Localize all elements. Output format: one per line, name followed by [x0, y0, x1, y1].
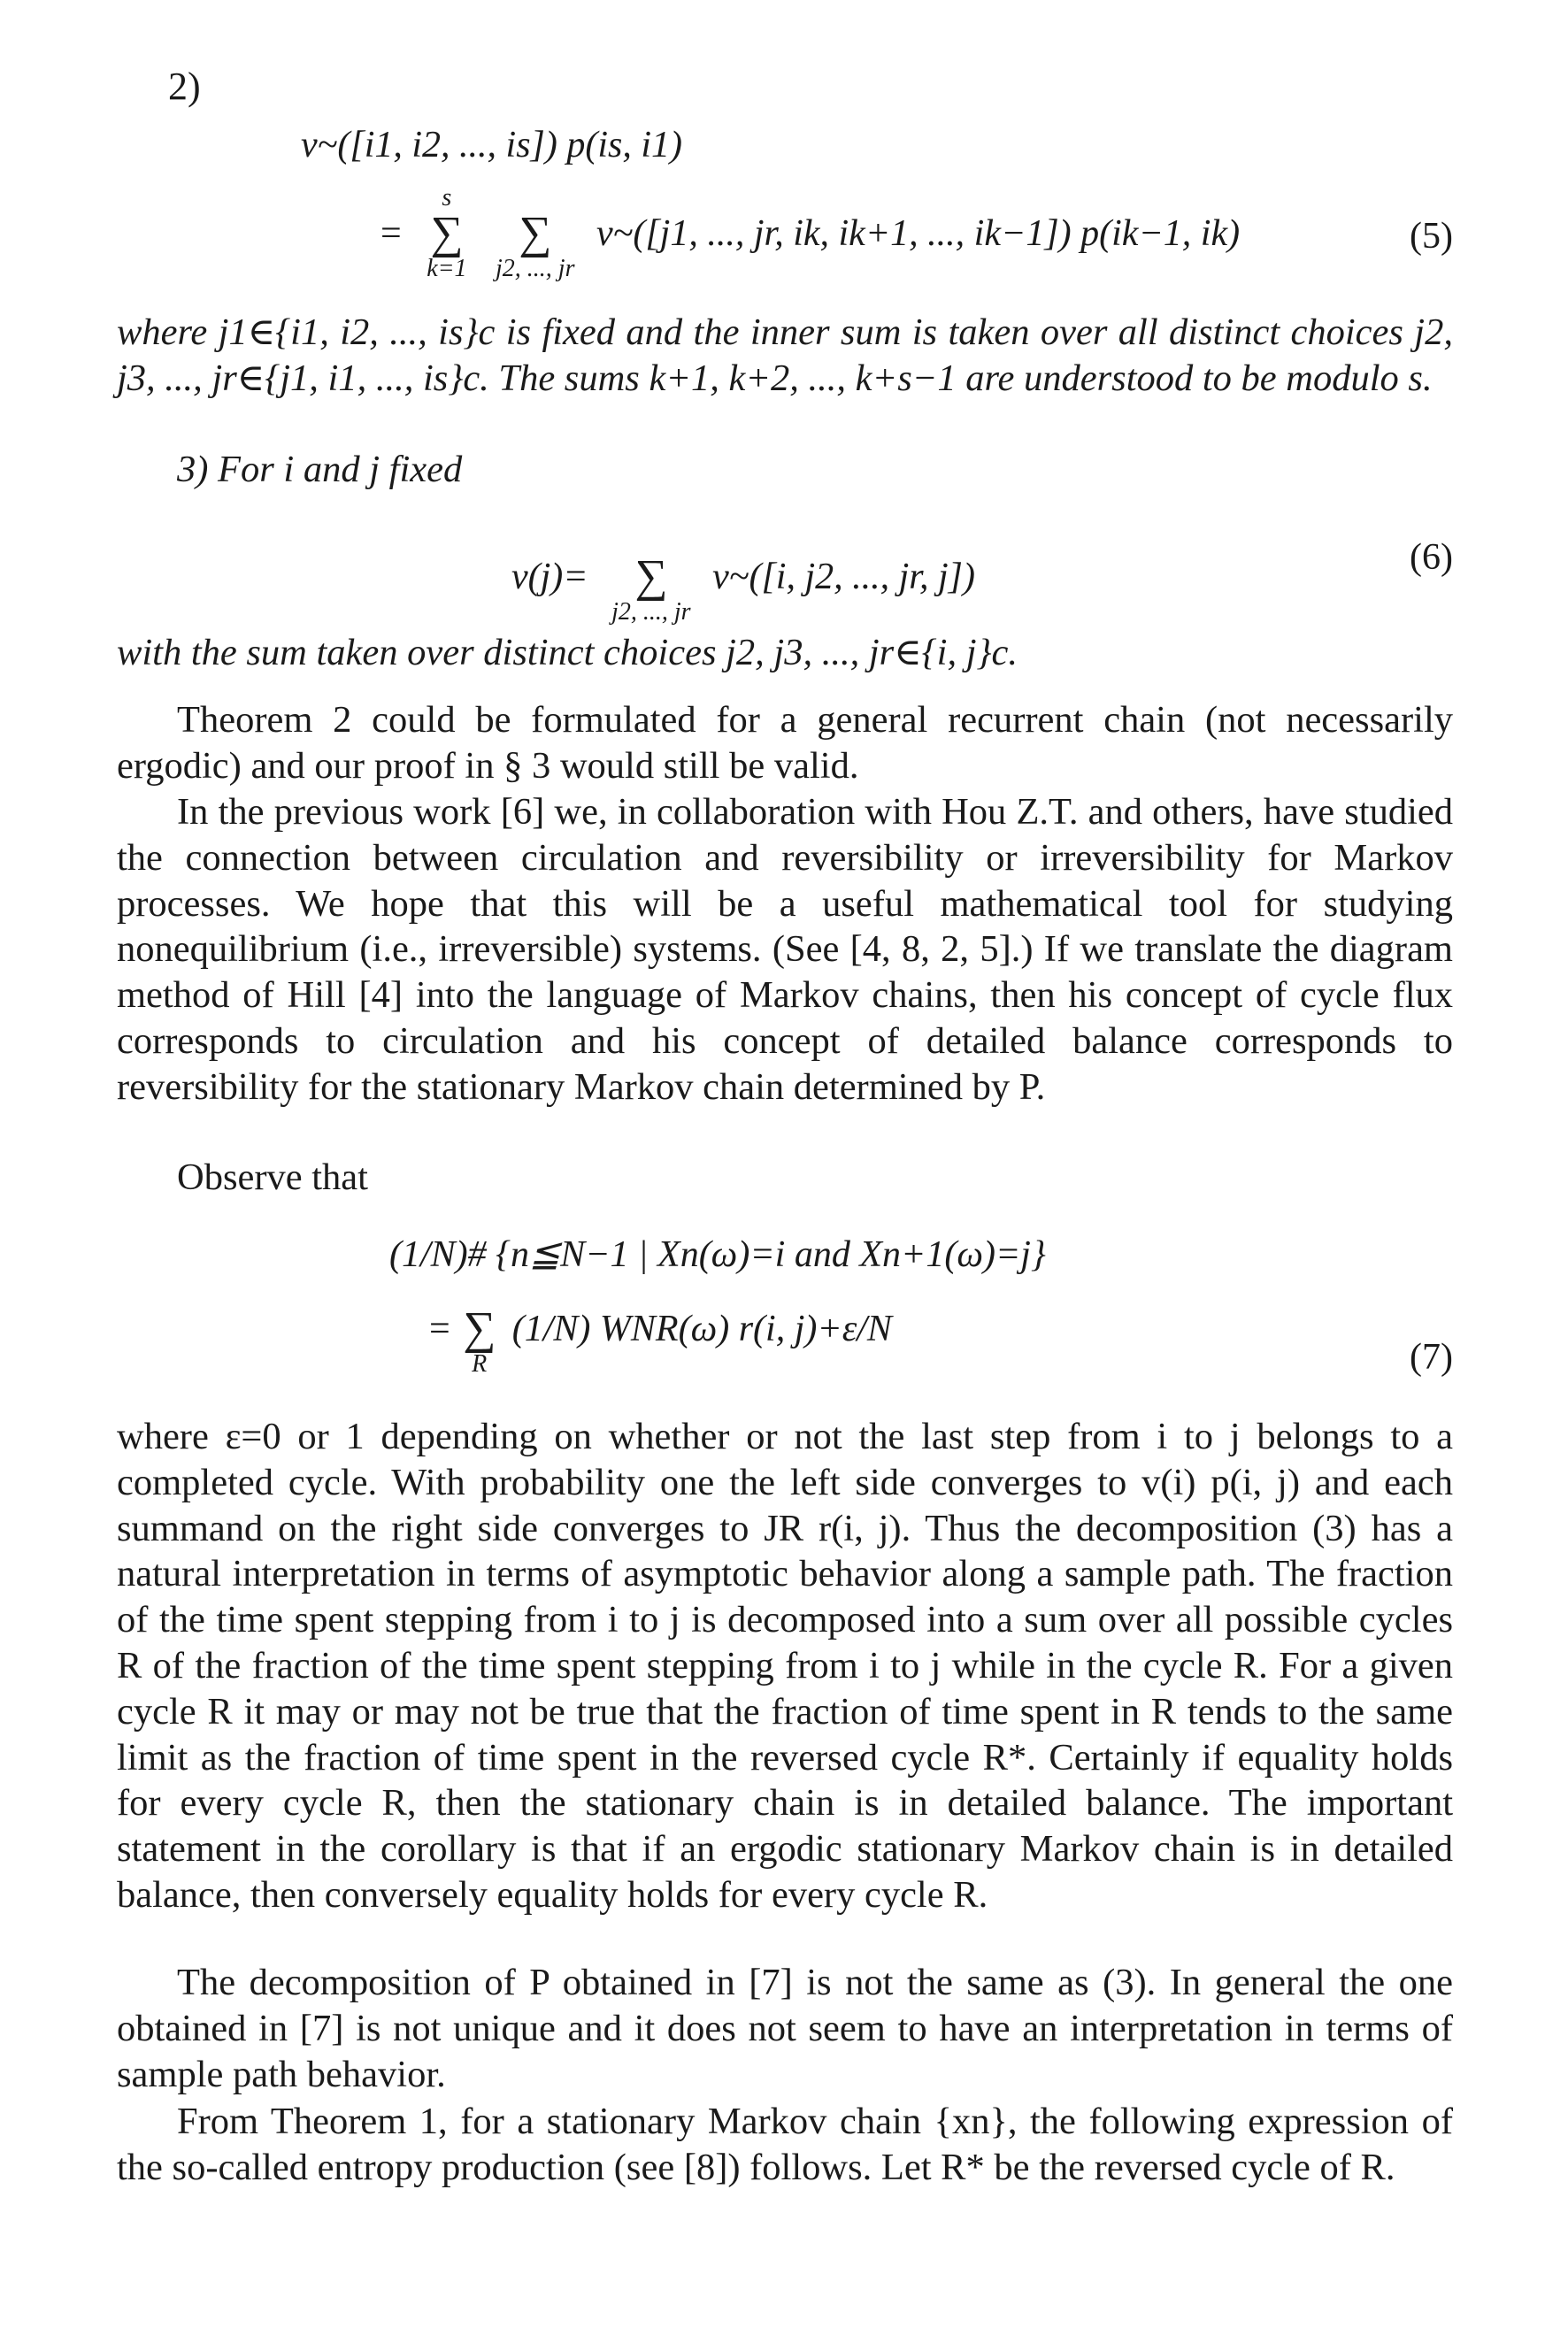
equation-5-body: v~([j1, ..., jr, ik, ik+1, ..., ik−1]) p(ik−1, ik) [596, 213, 1241, 254]
equation-7-equals: = [429, 1309, 450, 1349]
paragraph-entropy: From Theorem 1, for a stationary Markov chain {xn}, the following expression of the so-called entropy production (see [8]) follows. Let R* be the reversed cycle of R. [117, 2101, 1453, 2188]
item-2-label: 2) [168, 65, 201, 108]
equation-7-sum-lower: R [472, 1350, 488, 1378]
with-clause-6: with the sum taken over distinct choices j2, j3, ..., jr∈{i, j}c. [117, 632, 1018, 673]
outer-sum-lower: k=1 [427, 255, 467, 282]
outer-sum-upper: s [442, 184, 452, 211]
sigma-symbol: ∑ [463, 1303, 496, 1354]
equation-5-lhs: v~([i1, i2, ..., is]) p(is, i1) [301, 125, 683, 165]
paragraph-epsilon: where ε=0 or 1 depending on whether or not the last step from i to j belongs to a completed cycle. With probability one the left side converges to v(i) p(i, j) and each summand on the right side converges to JR r(i, j). Thus the decomposition (3) has a natural interpretation in terms of asymptotic behavior along a sample path. The fraction of the time spent stepping from i to j is decomposed into a sum over all possible cycles R of the fraction of the time spent stepping from i to j while in the cycle R. For a given cycle R it may or may not be true that the fraction of time spent in R tends to the same limit as the fraction of time spent in the reversed cycle R*. Certainly if equality holds for every cycle R, then the stationary chain is in detailed balance. The important statement in the corollary is that if an ergodic stationary Markov chain is in detailed balance, then conversely equality holds for every cycle R. [117, 1416, 1453, 1916]
inner-sum-lower: j2, ..., jr [496, 255, 575, 282]
sigma-symbol: ∑ [519, 208, 552, 258]
equation-6-number: (6) [1410, 537, 1453, 578]
sigma-symbol: ∑ [634, 551, 668, 602]
paragraph-decomposition: The decomposition of P obtained in [7] is not the same as (3). In general the one obtained in [7] is not unique and it does not seem to have an interpretation in terms of sample path behavior. [117, 1962, 1453, 2095]
paragraph-observe: Observe that [177, 1156, 368, 1198]
equation-5-line-2 [380, 186, 1240, 281]
paragraph-previous-work: In the previous work [6] we, in collaboration with Hou Z.T. and others, have studied the connection between circulation and reversibility or irreversibility for Markov processes. We hope that this will be a useful mathematical tool for studying nonequilibrium (i.e., irreversible) systems. (See [4, 8, 2, 5].) If we translate the diagram method of Hill [4] into the language of Markov chains, then his concept of cycle flux corresponds to circulation and his concept of detailed balance corresponds to reversibility for the stationary Markov chain determined by P. [117, 791, 1453, 1108]
item-3-label: 3) For i and j fixed [177, 449, 463, 490]
equation-5-line-1 [301, 124, 682, 166]
equation-7-sum [463, 1281, 496, 1377]
equation-7-line-1 [389, 1232, 1046, 1276]
where-clause-5: where j1∈{i1, i2, ..., is}c is fixed and the inner sum is taken over all distinct choices j2, j3, ..., jr∈{j1, i1, ..., is}c. The sums k+1, k+2, ..., k+s−1 are understood to be modulo s. [117, 311, 1453, 399]
sigma-symbol: ∑ [430, 208, 464, 258]
equation-6-body: v~([i, j2, ..., jr, j]) [712, 557, 975, 597]
equation-7-body: (1/N) WNR(ω) r(i, j)+ε/N [511, 1309, 892, 1349]
equation-5-number: (5) [1410, 216, 1453, 257]
paragraph-theorem-2: Theorem 2 could be formulated for a general recurrent chain (not necessarily ergodic) and our proof in § 3 would still be valid. [117, 699, 1453, 787]
equation-6-sum [611, 529, 690, 625]
equation-6 [511, 529, 975, 625]
equation-7-line-2 [429, 1281, 892, 1377]
equation-6-sum-lower: j2, ..., jr [611, 598, 691, 626]
equation-5-equals: = [380, 213, 402, 254]
equation-5-outer-sum [427, 186, 466, 281]
equation-7-number: (7) [1410, 1337, 1453, 1378]
equation-5-inner-sum [496, 186, 574, 281]
equation-6-lhs: v(j)= [511, 557, 588, 597]
equation-7-lhs: (1/N)# {n≦N−1 | Xn(ω)=i and Xn+1(ω)=j} [389, 1234, 1046, 1275]
